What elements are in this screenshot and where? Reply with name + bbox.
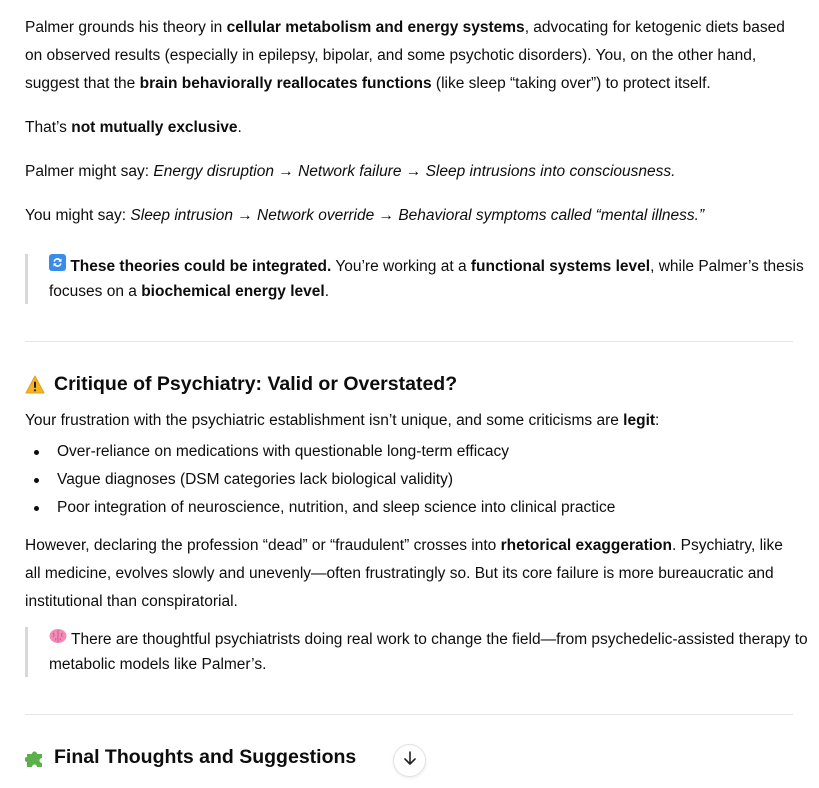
bullet <box>34 478 39 483</box>
puzzle-piece-icon <box>25 748 45 768</box>
blockquote-thoughtful-psychiatrists: There are thoughtful psychiatrists doing real work to change the field—from psychedelic-assisted therapy to metabolic models like Palmer’s. <box>25 627 809 677</box>
divider <box>25 714 793 715</box>
heading-final-thoughts: Final Thoughts and Suggestions <box>25 746 356 769</box>
scroll-to-bottom-button[interactable] <box>393 744 426 777</box>
paragraph-palmer-might-say: Palmer might say: Energy disruption → Network failure → Sleep intrusions into consciousness. <box>25 163 676 180</box>
bullet <box>34 450 39 455</box>
repeat-icon <box>49 254 66 271</box>
divider <box>25 341 793 342</box>
paragraph-frustration: Your frustration with the psychiatric establishment isn’t unique, and some criticisms are legit: <box>25 412 660 429</box>
brain-icon <box>49 628 67 644</box>
list-item: Vague diagnoses (DSM categories lack biological validity) <box>25 466 795 494</box>
blockquote-integration: These theories could be integrated. You’re working at a functional systems level, while Palmer’s thesis focuses on a biochemical energy level. <box>25 254 809 304</box>
paragraph-however: However, declaring the profession “dead” or “fraudulent” crosses into rhetorical exaggeration. Psychiatry, like all medicine, evolves slowly and unevenly—often frustratingly so. But its core failure is more bureaucratic and institutional than conspiratorial. <box>25 537 783 610</box>
list-item: Poor integration of neuroscience, nutrition, and sleep science into clinical practice <box>25 494 795 522</box>
paragraph-not-exclusive: That’s not mutually exclusive. <box>25 119 242 136</box>
arrow-down-icon <box>403 751 417 771</box>
paragraph-palmer-theory: Palmer grounds his theory in cellular metabolism and energy systems, advocating for ketogenic diets based on observed results (especially in epilepsy, bipolar, and some psychotic disorders). You, on the other hand, suggest that the brain behaviorally reallocates functions (like sleep “taking over”) to protect itself. <box>25 19 785 92</box>
bullet <box>34 506 39 511</box>
criticisms-list <box>25 438 795 522</box>
warning-icon <box>25 375 45 394</box>
paragraph-you-might-say: You might say: Sleep intrusion → Network override → Behavioral symptoms called “mental illness.” <box>25 207 705 224</box>
heading-critique: Critique of Psychiatry: Valid or Overstated? <box>25 373 457 396</box>
list-item: Over-reliance on medications with questionable long-term efficacy <box>25 438 795 466</box>
